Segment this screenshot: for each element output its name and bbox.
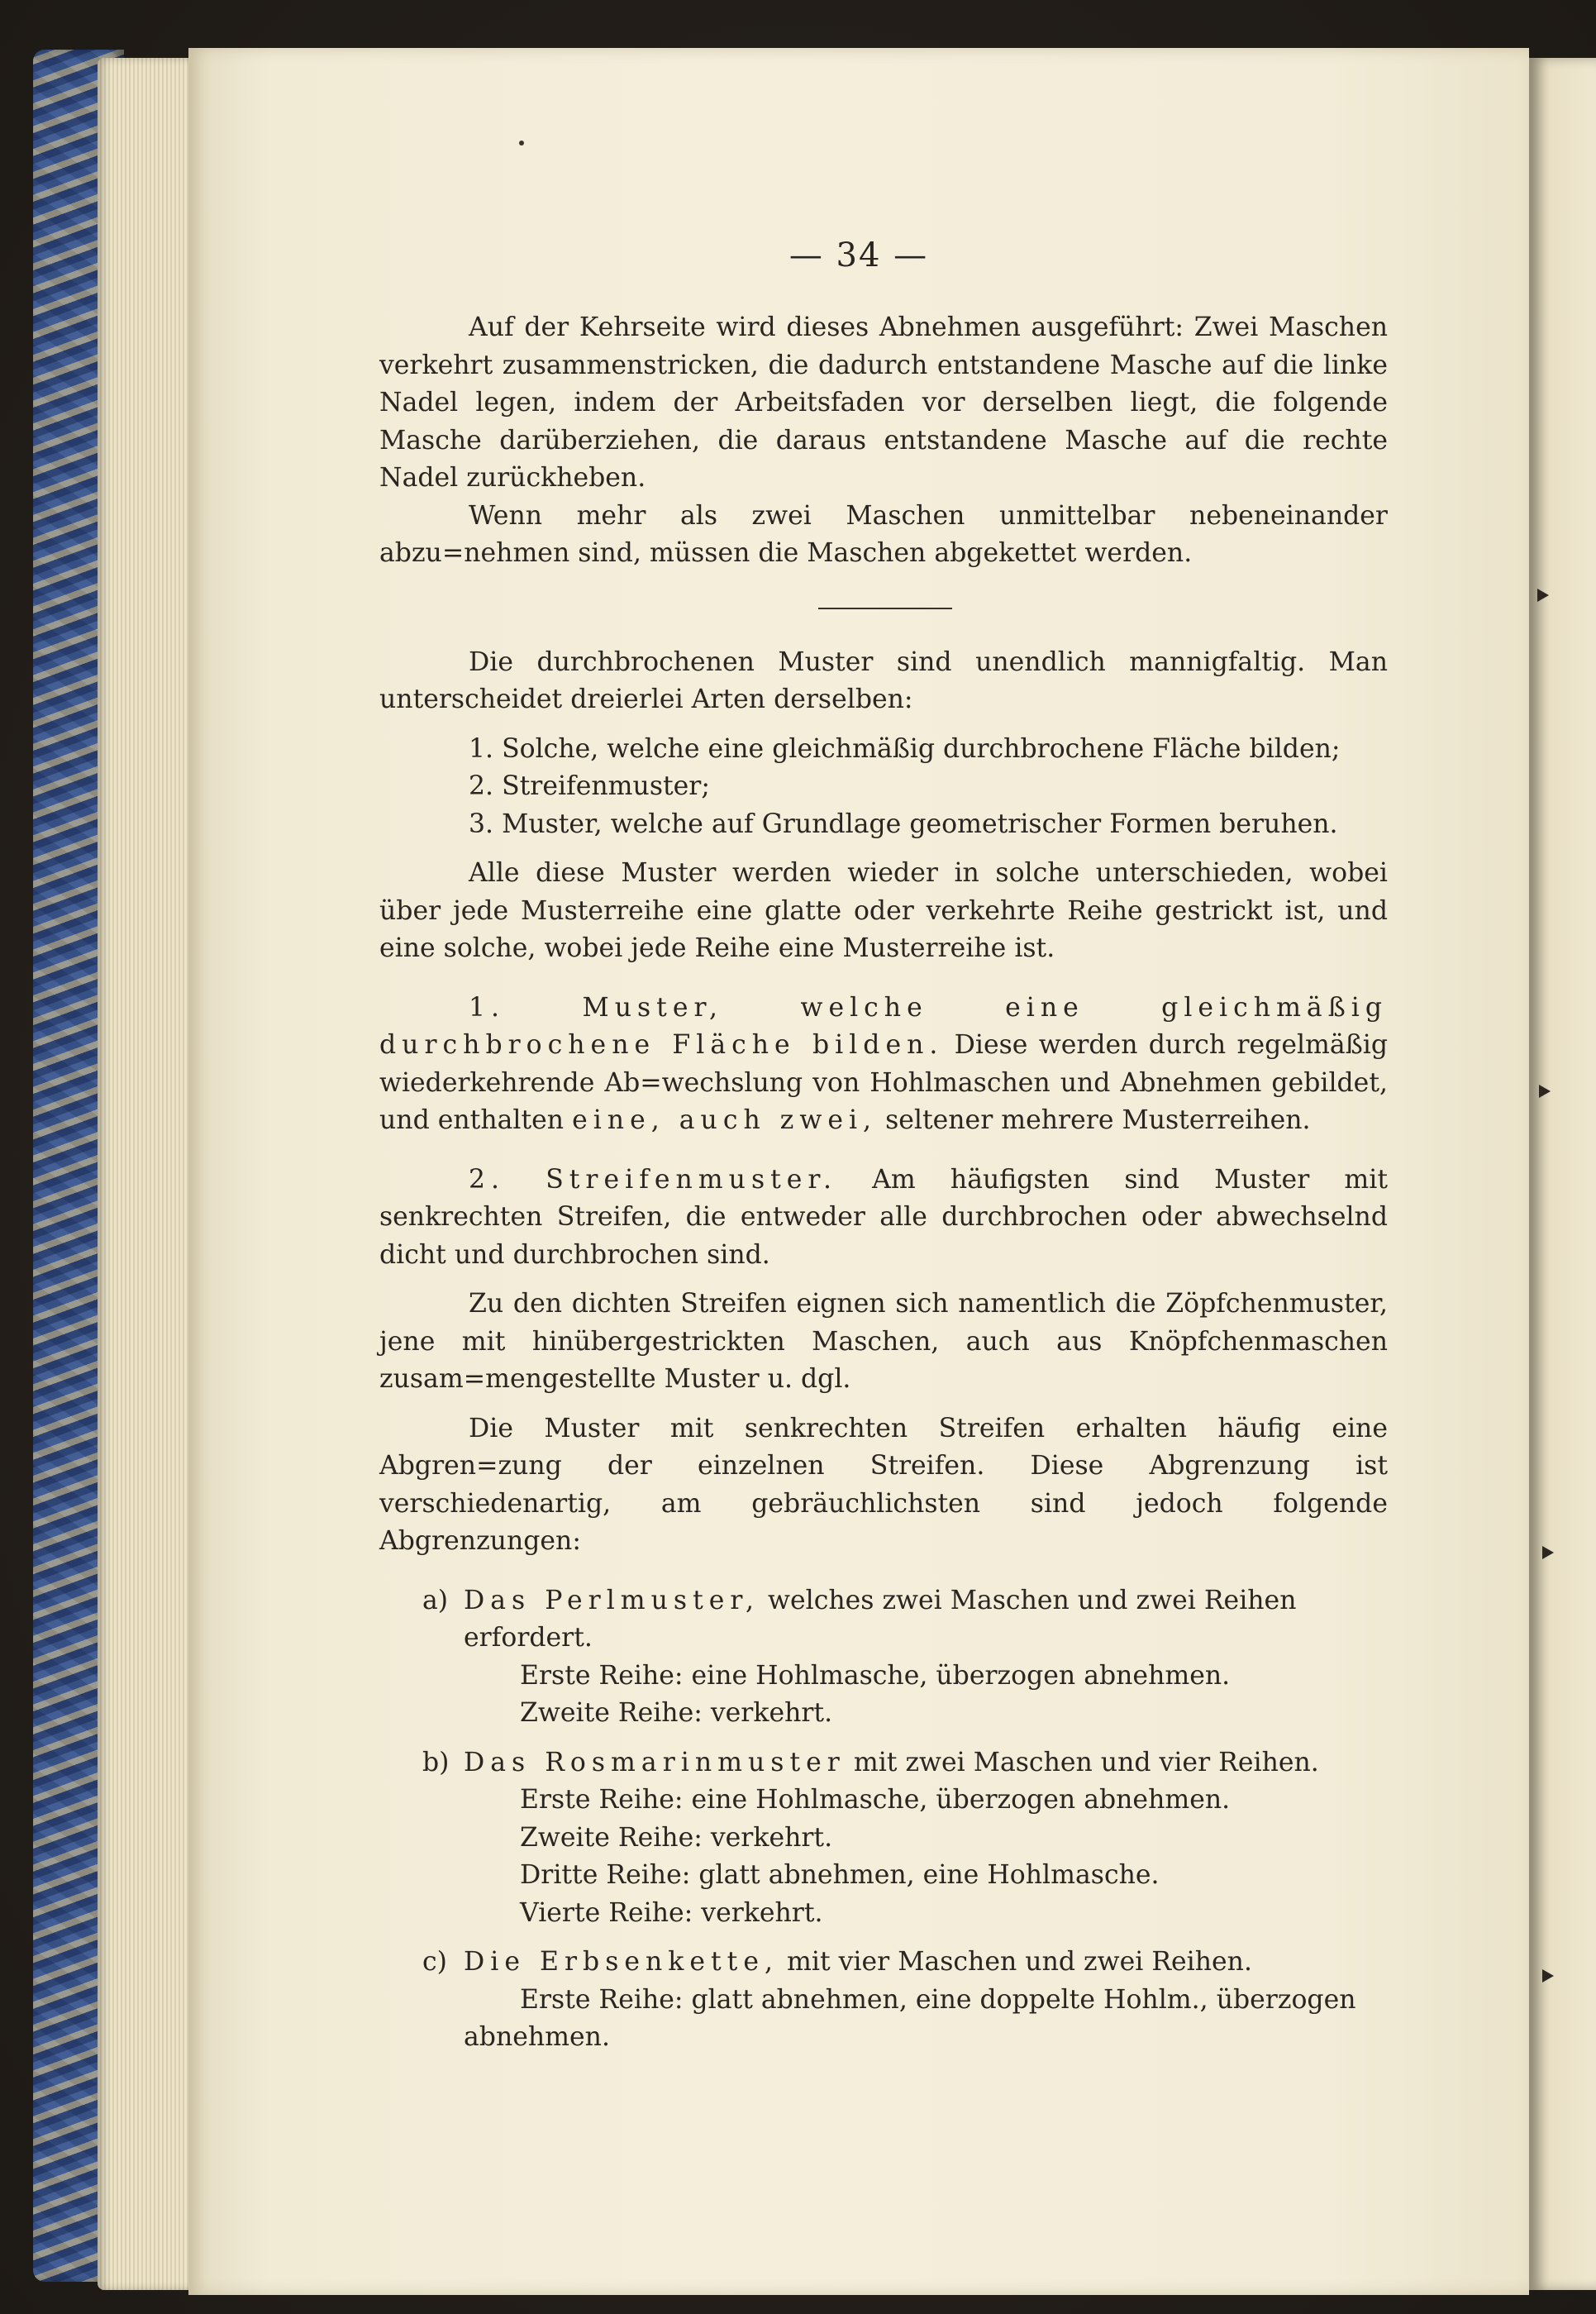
item-marker-b: b) xyxy=(422,1747,450,1777)
paragraph-abgrenzung: Die Muster mit senkrechten Streifen erhalten häufig eine Abgren=zung der einzelnen Streifen. Diese Abgrenzung ist verschiedenartig, am gebräuchlichsten sind jedoch folgende Abgrenzungen: xyxy=(379,1413,1388,1556)
list-item-1: 1. Solche, welche eine gleichmäßig durchbrochene Fläche bilden; xyxy=(469,733,1341,764)
item-desc-perlmuster: welches zwei Maschen und zwei Reihen erfordert. xyxy=(464,1585,1297,1653)
list-item-2: 2. Streifenmuster; xyxy=(469,771,710,801)
paragraph-unterschieden: Alle diese Muster werden wieder in solche unterschieden, wobei über jede Musterreihe eine glatte oder verkehrte Reihe gestrickt ist, und eine solche, wobei jede Reihe eine Musterreihe ist. xyxy=(379,858,1388,963)
item-name-perlmuster: Das Perlmuster, xyxy=(464,1585,760,1615)
section-divider xyxy=(818,608,952,609)
page-text xyxy=(379,309,1388,2057)
emphasis-eine-zwei: eine, auch zwei, xyxy=(572,1105,878,1135)
paragraph-streifenmuster xyxy=(379,1162,1388,1275)
item-erbsenkette xyxy=(379,1944,1388,1982)
item-marker-a: a) xyxy=(422,1585,449,1615)
row-instruction: Vierte Reihe: verkehrt. xyxy=(520,1897,823,1928)
paragraph-streifenmuster-body: Am häufigsten sind Muster mit senkrechten Streifen, die entweder alle durchbrochen oder abwechselnd dicht und durchbrochen sind. xyxy=(379,1164,1388,1270)
item-erbsenkette-text xyxy=(464,1944,1388,1982)
item-marker-c: c) xyxy=(422,1947,447,1977)
section-heading-1: 1. Muster, welche eine gleichmäßig durchbrochene Fläche bilden. xyxy=(379,992,1388,1060)
row-instruction: Zweite Reihe: verkehrt. xyxy=(520,1698,833,1728)
page-tab-marker xyxy=(1542,1546,1554,1559)
list-item-3: 3. Muster, welche auf Grundlage geometrischer Formen beruhen. xyxy=(469,809,1338,839)
row-instruction: Zweite Reihe: verkehrt. xyxy=(520,1822,833,1853)
item-desc-rosmarinmuster: mit zwei Maschen und vier Reihen. xyxy=(853,1747,1319,1777)
row-instruction: Erste Reihe: eine Hohlmasche, überzogen abnehmen. xyxy=(520,1785,1231,1815)
paragraph-muster-flaeche-tail: seltener mehrere Musterreihen. xyxy=(885,1105,1311,1135)
row-instruction: Dritte Reihe: glatt abnehmen, eine Hohlmasche. xyxy=(520,1860,1160,1890)
row-instruction-continued: abnehmen. xyxy=(464,2022,610,2052)
item-rosmarinmuster-text xyxy=(464,1744,1388,1782)
row-instruction: Erste Reihe: eine Hohlmasche, überzogen abnehmen. xyxy=(520,1660,1231,1691)
paragraph-kehrseite: Auf der Kehrseite wird dieses Abnehmen ausgeführt: Zwei Maschen verkehrt zusammenstricken, die dadurch entstandene Masche auf die linke Nadel legen, indem der Arbeitsfaden vor derselben liegt, die folgende Masche darüberziehen, die daraus entstandene Masche auf die rechte Nadel zurückheben. xyxy=(379,313,1388,493)
page-edges xyxy=(98,58,197,2290)
page-tab-marker xyxy=(1542,1969,1554,1982)
row-instruction: Erste Reihe: glatt abnehmen, eine doppelte Hohlm., überzogen xyxy=(520,1984,1356,2015)
item-name-erbsenkette: Die Erbsenkette, xyxy=(464,1947,779,1977)
page-tab-marker xyxy=(1539,1085,1551,1098)
item-rosmarinmuster xyxy=(379,1744,1388,1782)
item-desc-erbsenkette: mit vier Maschen und zwei Reihen. xyxy=(787,1947,1252,1977)
item-name-rosmarinmuster: Das Rosmarinmuster xyxy=(464,1747,846,1777)
book-page xyxy=(188,48,1529,2295)
paragraph-muster-flaeche-body: Diese werden durch regelmäßig wiederkehrende Ab=wechslung von Hohlmaschen und Abnehmen gebildet, und enthalten xyxy=(379,1030,1388,1135)
paragraph-muster-flaeche xyxy=(379,990,1388,1140)
item-perlmuster-text xyxy=(464,1582,1388,1658)
next-page-edge xyxy=(1529,58,1596,2290)
section-heading-2: 2. Streifenmuster. xyxy=(469,1164,838,1195)
page-tab-marker xyxy=(1537,589,1549,602)
speck xyxy=(519,141,524,146)
paragraph-dichte-streifen: Zu den dichten Streifen eignen sich namentlich die Zöpfchenmuster, jene mit hinübergestrickten Maschen, auch aus Knöpfchenmaschen zusam=mengestellte Muster u. dgl. xyxy=(379,1289,1388,1394)
page-number: — 34 — xyxy=(788,236,929,274)
paragraph-durchbrochene-muster: Die durchbrochenen Muster sind unendlich mannigfaltig. Man unterscheidet dreierlei Arten derselben: xyxy=(379,646,1388,714)
item-perlmuster xyxy=(379,1582,1388,1658)
paragraph-abketten: Wenn mehr als zwei Maschen unmittelbar nebeneinander abzu=nehmen sind, müssen die Maschen abgekettet werden. xyxy=(379,500,1388,568)
